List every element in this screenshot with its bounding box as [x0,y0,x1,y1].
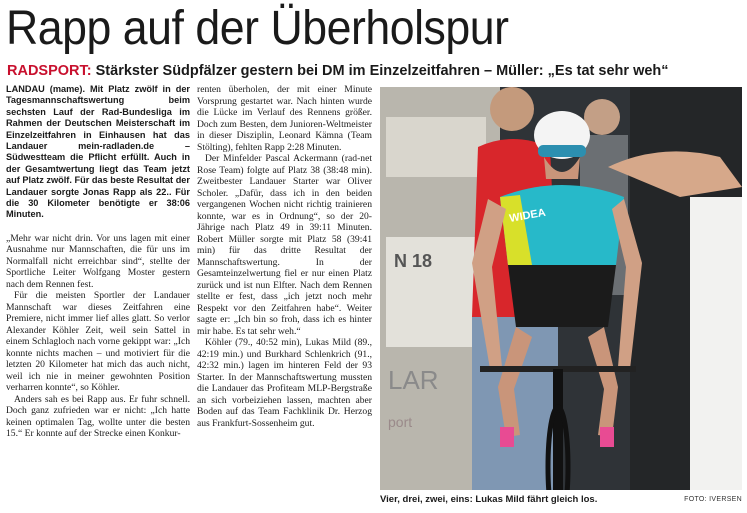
jersey-sponsor-text: WIDEA [508,206,547,225]
banner-text: N 18 [394,251,433,271]
banner-text: port [388,414,413,430]
cyclist-sunglasses [538,145,586,157]
article-lead: LANDAU (mame). Mit Platz zwölf in der Tagesmannschaftswertung beim sechsten Lauf der Rad-Bundesliga im Rahmen der Deutschen Meisterschaft im Einzelzeitfahren in Einhausen hat das Landauer mein-radladen.de – Südwestteam die Pflicht erfüllt. Auch in der Gesamtwertung liegt das Team jetzt auf Platz zwölf. Für das beste Resultat der Landauer sorgte Jonas Rapp als 22.. Für die 30 Kilometer benötigte er 38:06 Minuten. [6,84,190,220]
article-paragraph: Der Minfelder Pascal Ackermann (rad-net Rose Team) folgte auf Platz 38 (38:48 min). Zweitbester Landauer Starter war Oliver Scholer. „Dafür, dass ich in den beiden vergangenen Wochen nicht richtig trainieren konnte, war es in Ordnung“, so der 20-Jährige nach Platz 49 in 39:11 Minuten. Robert Müller sorgte mit Platz 58 (39:41 min) für das dritte Resultat der Mannschaftswertung. In der Gesamteinzelwertung fiel er nur einen Platz zurück und ist nun Elfter. Nach dem Rennen stellte er fest, dass „ich jetzt noch mehr Respekt vor den Zeitfahren habe“. Weiter sagte er: „Ich bin so froh, dass ich es hinter mir habe. Es tat sehr weh.“ [197,153,372,337]
official-head [490,87,534,131]
article-paragraph: Anders sah es bei Rapp aus. Er fuhr schnell. Doch ganz zufrieden war er nicht: „Ich hatte keinen optimalen Tag, wollte unter die besten 15.“ Er konnte auf der Strecke einen Konkur- [6,393,190,440]
cyclist-sock [500,427,514,447]
spectator-head [584,99,620,135]
sponsor-panel [386,117,486,177]
headline: Rapp auf der Überholspur [6,2,509,55]
article-paragraph: „Mehr war nicht drin. Vor uns lagen mit einer Ausnahme nur Mannschaften, die für uns im Normalfall nicht erreichbar sind“, stellte der Sportliche Leiter Wolfgang Moster gestern nach dem Rennen fest. [6,232,190,290]
subheadline: Stärkster Südpfälzer gestern bei DM im Einzelzeitfahren – Müller: „Es tat sehr weh“ [95,63,669,79]
article-paragraph: renten überholen, der mit einer Minute Vorsprung gestartet war. Nach hinten wurde die Lücke im Verlauf des Rennens größer. Doch zum Besten, dem Junioren-Weltmeister in dieser Disziplin, Leonard Kämna (Team Stölting), fehlten Rapp 2:28 Minuten. [197,84,372,153]
cyclist-sock [600,427,614,447]
starter-white-shirt [690,197,742,490]
subline [7,62,742,80]
photo-caption: Vier, drei, zwei, eins: Lukas Mild fährt gleich los. [380,494,598,505]
photo-credit: FOTO: IVERSEN [684,496,742,503]
article-paragraph: Köhler (79., 40:52 min), Lukas Mild (89., 42:19 min.) und Burkhard Schlenkrich (91., 42:32 min.) lagen im hinteren Feld der 93 Starter. In der Mannschaftswertung mussten die Landauer das Profiteam MLP-Bergstraße an sich vorbeiziehen lassen, machten aber Boden auf das Team Fachklinik Dr. Herzog aus Frankfurt-Sossenheim gut. [197,337,372,429]
cyclist-photo-illustration [380,87,742,490]
article-paragraph: Für die meisten Sportler der Landauer Mannschaft war dieses Zeitfahren eine Premiere, nicht immer lief alles glatt. So verlor Alexander Köhler Zeit, weil sein Sattel in einem Schlagloch nach vorne gekippt war: „Ich konnte nichts machen – und motiviert für die letzten 20 Kilometer hat mich das auch nicht, weil ich nie in meiner gewohnten Position verharren konnte“, so Köhler. [6,290,190,394]
cyclist-photo [380,87,742,490]
cyclist-shorts [508,265,616,327]
article-column-1 [6,84,190,440]
banner-text: LAR [388,365,439,395]
section-kicker: RADSPORT: [7,63,92,79]
article-column-2 [197,84,372,429]
